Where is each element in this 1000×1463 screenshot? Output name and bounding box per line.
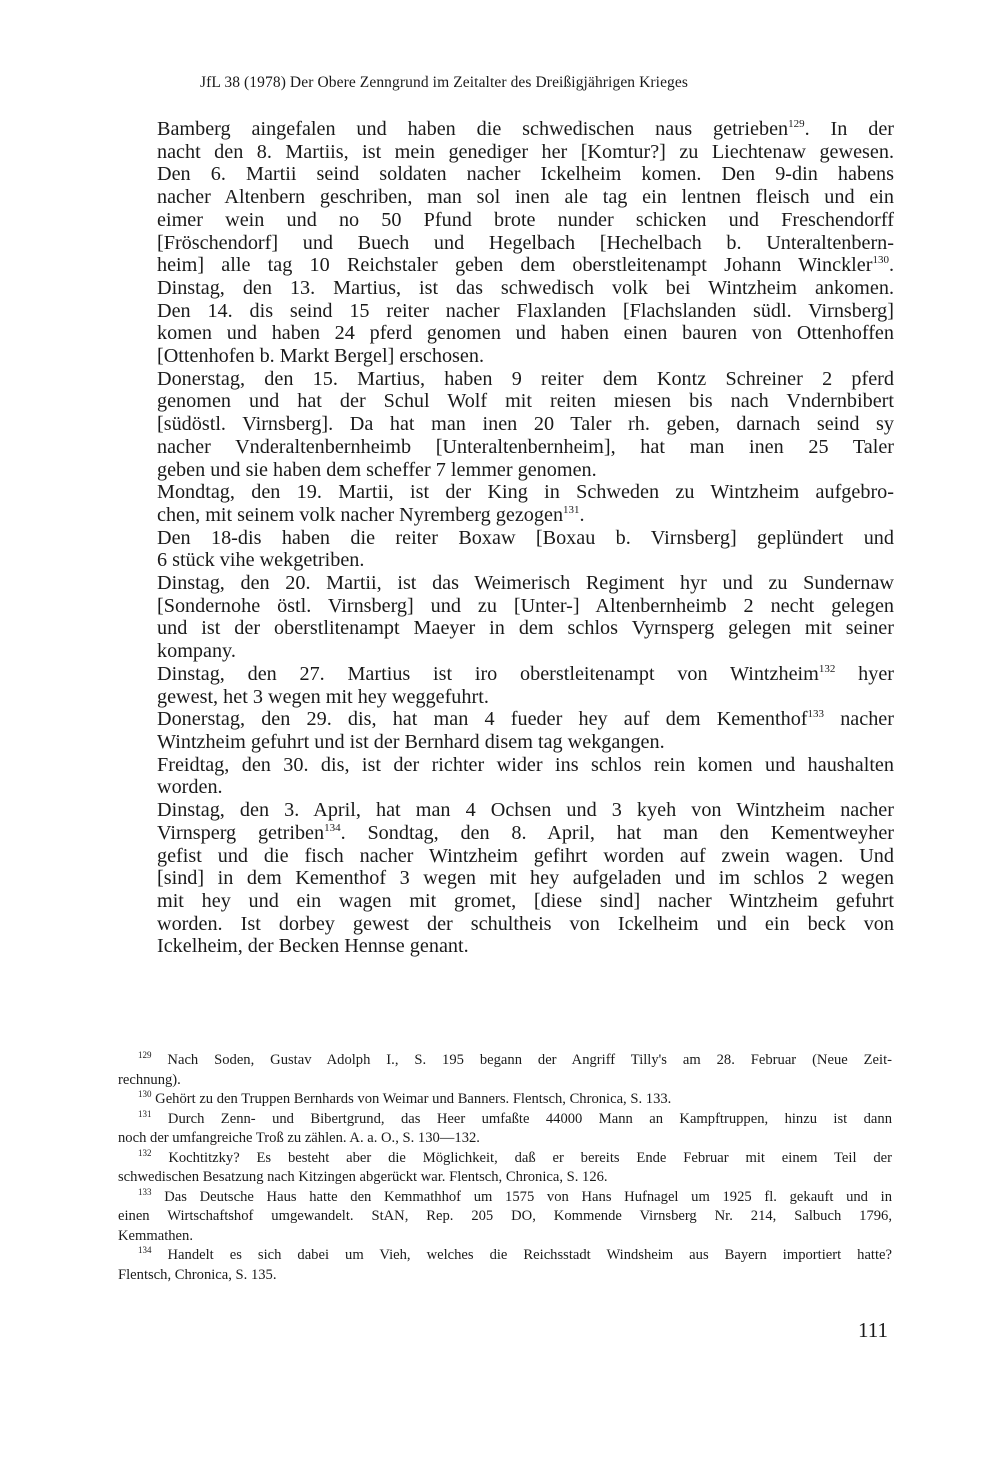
- text-segment: [Fröschendorf] und Buech und Hegelbach [Hechelbach b. Unteraltenbern-: [157, 231, 894, 254]
- text-line: [157, 935, 894, 958]
- footnote-line: [118, 1207, 892, 1227]
- text-segment: . Sondtag, den 8. April, hat man den Kementweyher: [340, 821, 895, 844]
- text-segment: Dinstag, den 13. Martius, ist das schwedisch volk bei Wintzheim ankomen.: [157, 276, 894, 299]
- footnote-text: Kochtitzky? Es besteht aber die Möglichkeit, daß er bereits Ende Februar mit einem Teil der: [168, 1149, 892, 1166]
- text-line: [157, 640, 894, 663]
- text-segment: geben und sie haben dem scheffer 7 lemmer genomen.: [157, 458, 597, 481]
- footnote-line: [118, 1071, 892, 1091]
- text-segment: [sind] in dem Kementhof 3 wegen mit hey aufgeladen und im schlos 2 wegen: [157, 867, 894, 890]
- text-segment: Mondtag, den 19. Martii, ist der King in Schweden zu Wintzheim aufgebro-: [157, 481, 894, 504]
- text-segment: hyer: [835, 662, 894, 685]
- text-line: [157, 890, 894, 913]
- text-line: [157, 776, 894, 799]
- footnote-number: 131: [138, 1108, 152, 1119]
- footnote-text: Nach Soden, Gustav Adolph I., S. 195 begann der Angriff Tilly's am 28. Februar (Neue Zeit-: [167, 1052, 892, 1068]
- text-segment: komen und haben 24 pferd genomen und haben einen bauren von Ottenhoffen: [157, 322, 894, 345]
- body-text: [157, 118, 894, 958]
- text-segment: Wintzheim gefuhrt und ist der Bernhard disem tag wekgangen.: [157, 730, 665, 753]
- footnote-line: [118, 1246, 892, 1266]
- text-segment: kompany.: [157, 640, 236, 663]
- footnote-line: [118, 1168, 892, 1188]
- text-segment: worden. Ist dorbey gewest der schultheis von Ickelheim und ein beck von: [157, 912, 894, 935]
- text-line: [157, 186, 894, 209]
- text-segment: nacht den 8. Martiis, ist mein genediger her [Komtur?] zu Liechtenaw gewesen.: [157, 140, 894, 163]
- text-segment: Dinstag, den 20. Martii, ist das Weimerisch Regiment hyr und zu Sundernaw: [157, 572, 894, 595]
- text-line: [157, 163, 894, 186]
- text-segment: .: [888, 254, 894, 277]
- text-segment: und ist der oberstlitenampt Maeyer in dem schlos Vyrnsperg gelegen mit seiner: [157, 617, 894, 640]
- text-line: [157, 549, 894, 572]
- text-line: [157, 141, 894, 164]
- text-segment: nacher Altenbern geschriben, man sol inen ale tag ein lentnen fleisch und ein: [157, 186, 894, 209]
- footnote-line: [118, 1110, 892, 1130]
- footnote-text: Flentsch, Chronica, S. 135.: [118, 1266, 277, 1283]
- text-segment: Donerstag, den 29. dis, hat man 4 fueder hey auf dem Kementhof: [157, 708, 808, 731]
- footnote-marker: 129: [788, 118, 805, 130]
- text-line: [157, 254, 894, 277]
- footnote-text: noch der umfangreiche Troß zu zählen. A. a. O., S. 130—132.: [118, 1130, 480, 1146]
- footnote-marker: 130: [872, 254, 889, 267]
- footnote-number: 133: [138, 1186, 152, 1197]
- text-line: [157, 708, 894, 731]
- footnote-number: 129: [138, 1050, 152, 1060]
- footnote-text: rechnung).: [118, 1071, 181, 1088]
- footnote-line: [118, 1188, 892, 1208]
- text-line: [157, 232, 894, 255]
- footnote-number: 132: [138, 1147, 152, 1158]
- footnotes: [118, 1051, 892, 1285]
- text-segment: Den 14. dis seind 15 reiter nacher Flaxlanden [Flachslanden südl. Virnsberg]: [157, 299, 894, 322]
- text-line: [157, 413, 894, 436]
- text-line: [157, 845, 894, 868]
- text-segment: nacher Vnderaltenbernheimb [Unteraltenbernheim], hat man inen 25 Taler: [157, 435, 894, 458]
- footnote-marker: 134: [324, 821, 341, 834]
- text-line: [157, 209, 894, 232]
- text-segment: gewest, het 3 wegen mit hey weggefuhrt.: [157, 685, 489, 708]
- text-line: [157, 572, 894, 595]
- text-line: [157, 118, 894, 141]
- text-segment: . In der: [804, 118, 895, 140]
- text-segment: worden.: [157, 776, 223, 799]
- footnote-marker: 132: [818, 662, 836, 675]
- text-segment: Virnsperg getriben: [157, 821, 325, 844]
- footnote-line: [118, 1227, 892, 1247]
- text-line: [157, 368, 894, 391]
- text-line: [157, 390, 894, 413]
- text-segment: Freidtag, den 30. dis, ist der richter wider ins schlos rein komen und haushalten: [157, 753, 894, 776]
- text-segment: Den 6. Martii seind soldaten nacher Ickelheim komen. Den 9-din habens: [157, 163, 894, 186]
- text-line: [157, 686, 894, 709]
- text-line: [157, 617, 894, 640]
- footnote-number: 134: [138, 1245, 152, 1255]
- text-segment: heim] alle tag 10 Reichstaler geben dem oberstleitenampt Johann Winckler: [157, 254, 873, 277]
- text-segment: nacher: [824, 708, 894, 731]
- footnote-marker: 133: [807, 708, 825, 721]
- footnote-line: [118, 1090, 892, 1110]
- text-line: [157, 754, 894, 777]
- text-segment: [südöstl. Virnsberg]. Da hat man inen 20 Taler rh. geben, darnach seind sy: [157, 413, 894, 436]
- footnote-text: schwedischen Besatzung nach Kitzingen abgerückt war. Flentsch, Chronica, S. 126.: [118, 1169, 608, 1185]
- text-line: [157, 504, 894, 527]
- text-line: [157, 595, 894, 618]
- text-line: [157, 436, 894, 459]
- footnote-line: [118, 1129, 892, 1149]
- text-segment: Bamberg aingefalen und haben die schwedischen naus getrieben: [157, 118, 789, 140]
- text-line: [157, 345, 894, 368]
- text-line: [157, 459, 894, 482]
- footnote-text: Durch Zenn- und Bibertgrund, das Heer umfaßte 44000 Mann an Kampftruppen, hinzu ist dann: [167, 1110, 892, 1127]
- text-segment: eimer wein und no 50 Pfund brote nunder schicken und Freschendorff: [157, 208, 894, 231]
- footnote-text: Gehört zu den Truppen Bernhards von Weimar und Banners. Flentsch, Chronica, S. 133.: [155, 1091, 672, 1107]
- footnote-text: Handelt es sich dabei um Vieh, welches die Reichsstadt Windsheim aus Bayern importiert hatte?: [167, 1247, 892, 1263]
- text-line: [157, 277, 894, 300]
- text-segment: Dinstag, den 27. Martius ist iro oberstleitenampt von Wintzheim: [157, 662, 819, 685]
- text-line: [157, 663, 894, 686]
- text-segment: Den 18-dis haben die reiter Boxaw [Boxau b. Virnsberg] geplündert und: [157, 526, 894, 549]
- text-line: [157, 527, 894, 550]
- text-segment: 6 stück vihe wekgetriben.: [157, 549, 365, 572]
- text-segment: Donerstag, den 15. Martius, haben 9 reiter dem Kontz Schreiner 2 pferd: [157, 367, 894, 390]
- text-line: [157, 822, 894, 845]
- footnote-text: Das Deutsche Haus hatte den Kemmathhof um 1575 von Hans Hufnagel um 1925 fl. gekauft und in: [164, 1188, 892, 1205]
- text-segment: [Sondernohe östl. Virnsberg] und zu [Unter-] Altenbernheimb 2 necht gelegen: [157, 594, 894, 617]
- text-segment: gefist und die fisch nacher Wintzheim gefihrt worden auf zwein wagen. Und: [157, 844, 894, 867]
- text-segment: genomen und hat der Schul Wolf mit reiten miesen bis nach Vndernbibert: [157, 390, 894, 413]
- text-line: [157, 322, 894, 345]
- text-segment: [Ottenhofen b. Markt Bergel] erschosen.: [157, 345, 485, 368]
- text-segment: Dinstag, den 3. April, hat man 4 Ochsen und 3 kyeh von Wintzheim nacher: [157, 799, 894, 822]
- text-line: [157, 799, 894, 822]
- page-number: 111: [858, 1318, 888, 1342]
- text-segment: chen, mit seinem volk nacher Nyremberg gezogen: [157, 503, 564, 526]
- text-line: [157, 481, 894, 504]
- text-segment: mit hey und ein wagen mit gromet, [diese sind] nacher Wintzheim gefuhrt: [157, 889, 894, 912]
- footnote-line: [118, 1149, 892, 1169]
- text-segment: .: [579, 503, 585, 526]
- text-line: [157, 731, 894, 754]
- footnote-line: [118, 1266, 892, 1286]
- footnote-text: Kemmathen.: [118, 1227, 193, 1244]
- footnote-number: 130: [138, 1089, 152, 1099]
- text-line: [157, 867, 894, 890]
- footnote-marker: 131: [563, 503, 580, 516]
- text-segment: Ickelheim, der Becken Hennse genant.: [157, 935, 469, 958]
- footnote-text: einen Wirtschaftshof umgewandelt. StAN, Rep. 205 DO, Kommende Virnsberg Nr. 214, Salbuch 1796,: [118, 1208, 892, 1224]
- running-head: JfL 38 (1978) Der Obere Zenngrund im Zeitalter des Dreißigjährigen Krieges: [200, 74, 689, 91]
- footnote-line: [118, 1051, 892, 1071]
- text-line: [157, 913, 894, 936]
- text-line: [157, 300, 894, 323]
